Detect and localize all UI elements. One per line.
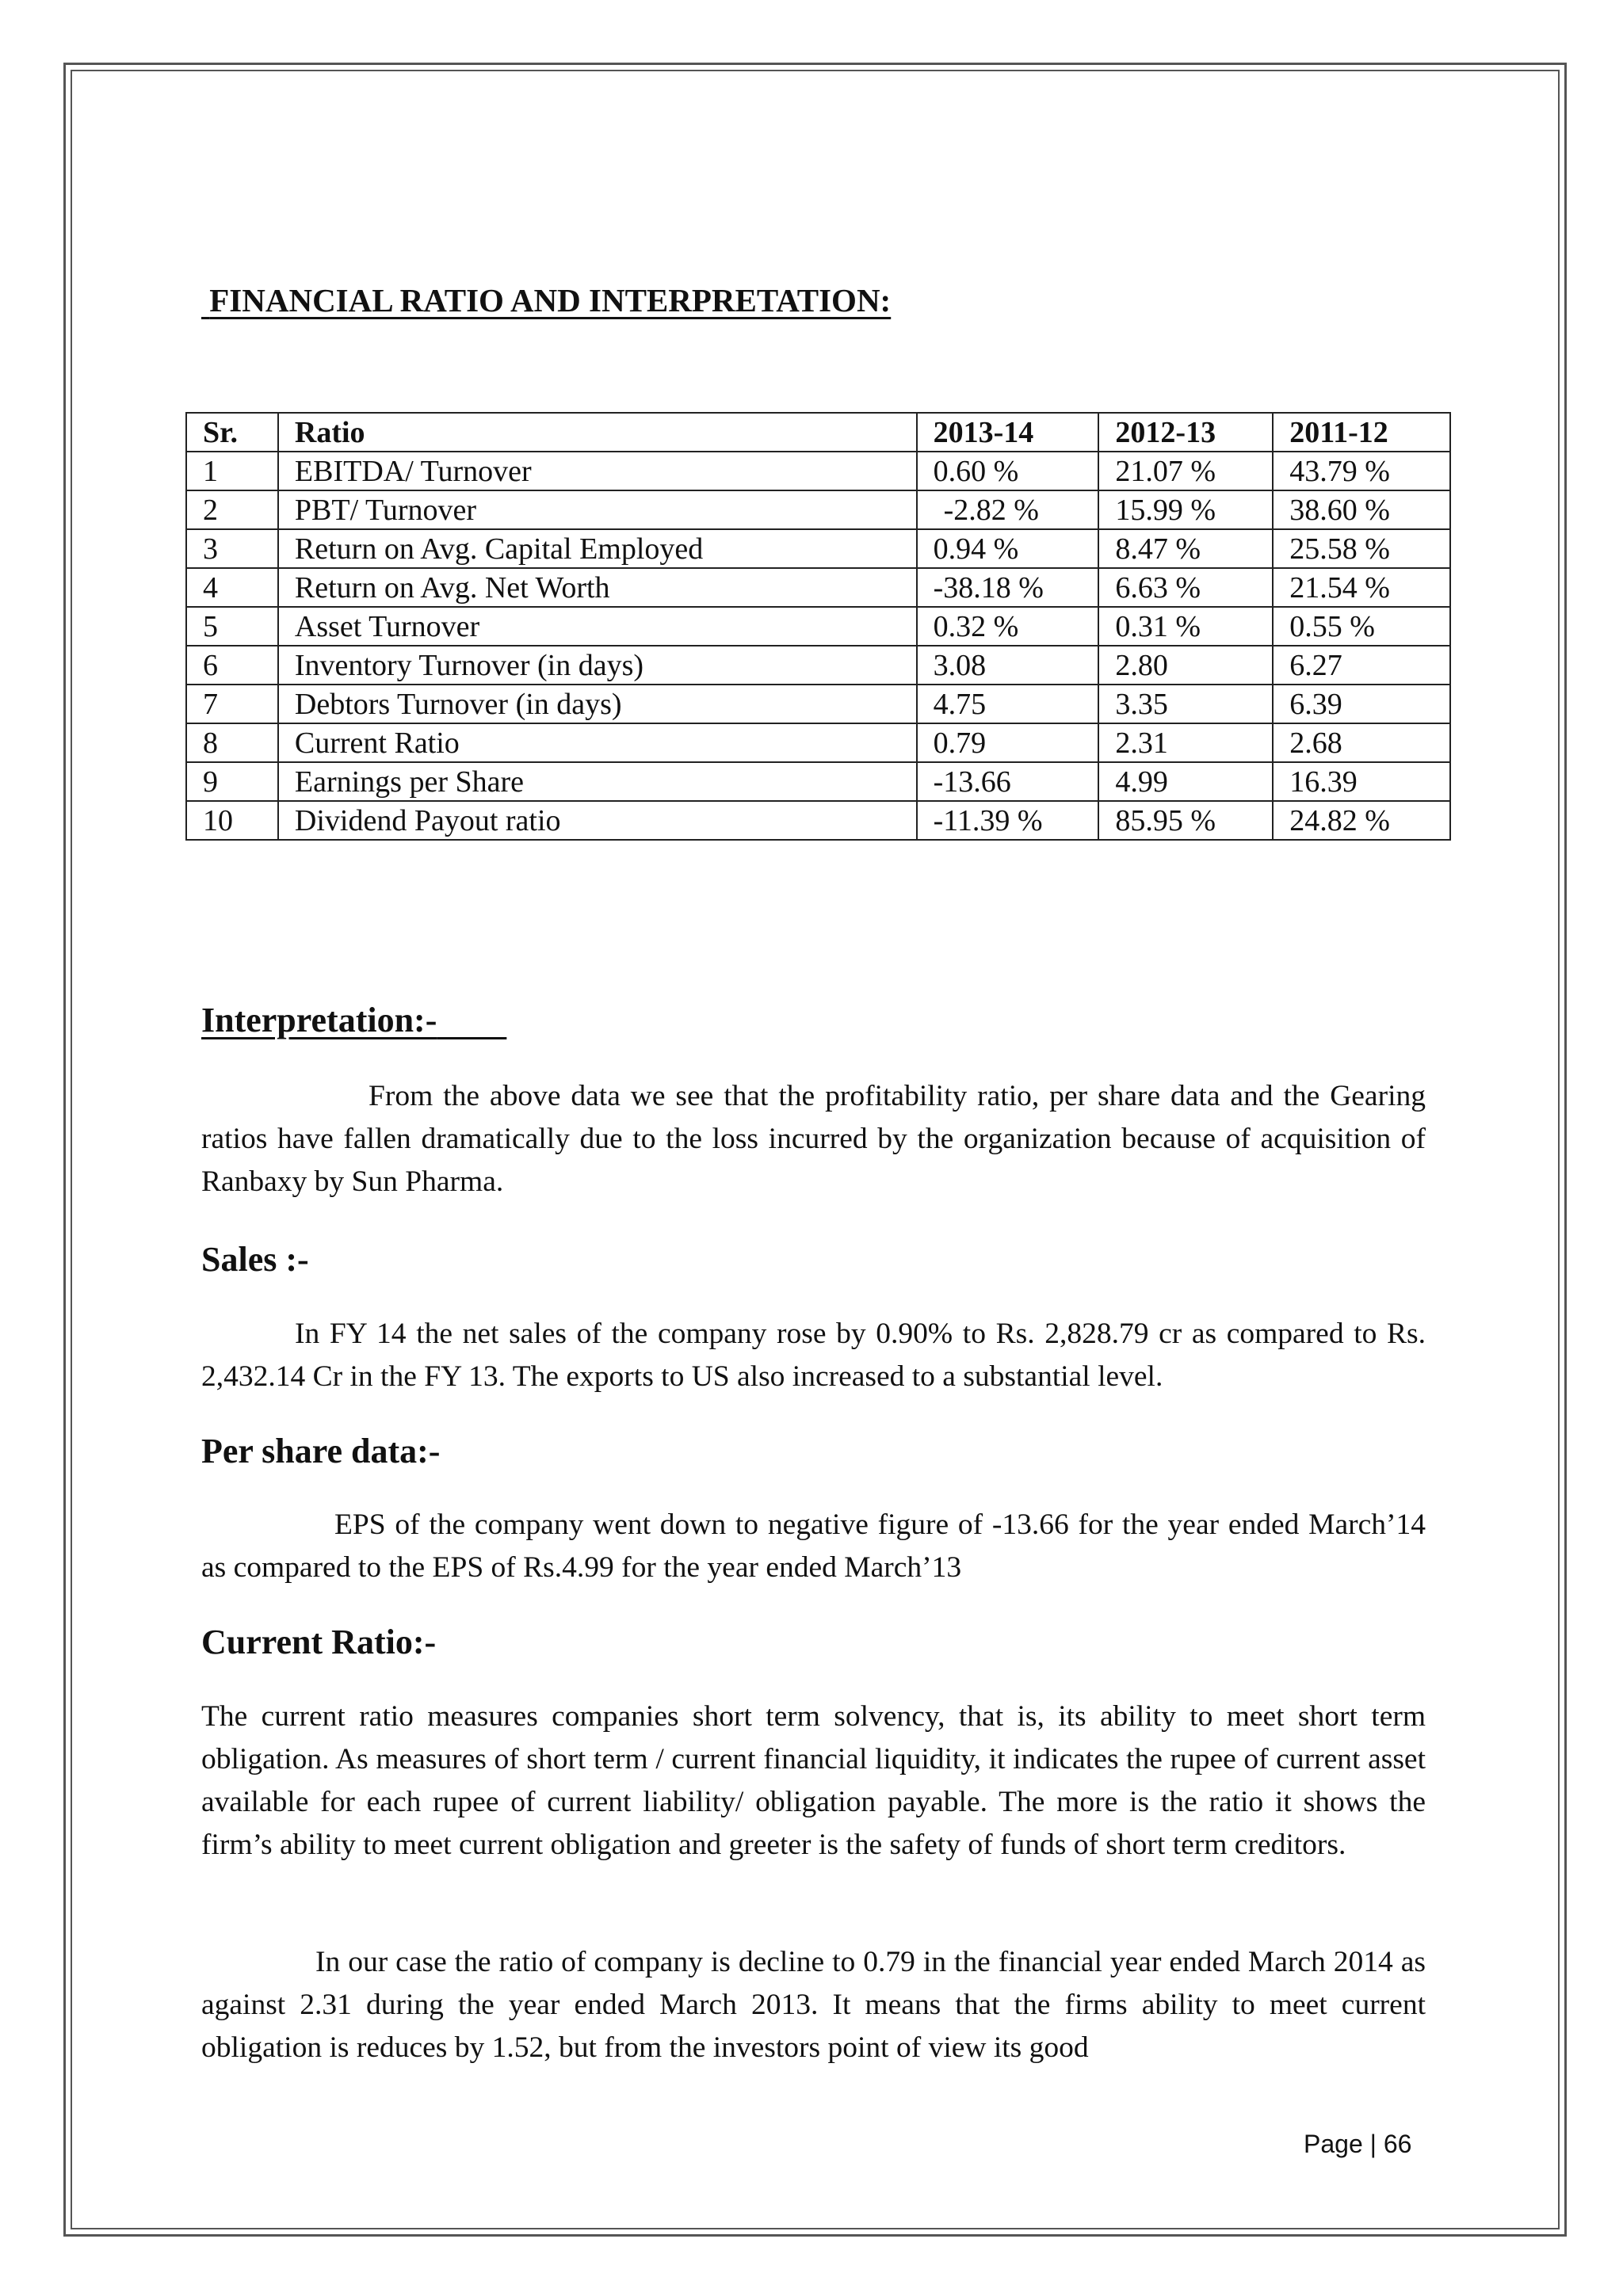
cell-sr: 2	[186, 490, 278, 529]
cell-2011-12: 25.58 %	[1273, 529, 1450, 568]
cell-2012-13: 8.47 %	[1098, 529, 1273, 568]
header-2011-12: 2011-12	[1273, 413, 1450, 452]
cell-2012-13: 2.31	[1098, 723, 1273, 762]
cell-2011-12: 0.55 %	[1273, 607, 1450, 646]
cell-2012-13: 15.99 %	[1098, 490, 1273, 529]
cell-sr: 7	[186, 685, 278, 723]
cell-2013-14: 3.08	[917, 646, 1099, 685]
cell-ratio: Inventory Turnover (in days)	[278, 646, 917, 685]
current-ratio-paragraph-2: In our case the ratio of company is decline to 0.79 in the financial year ended March 2014 as against 2.31 during the year ended March 2013. It means that the firms ability to meet current obligation is reduces by 1.52, but from the investors point of view its good	[201, 1946, 1426, 2064]
cell-2011-12: 6.39	[1273, 685, 1450, 723]
table-row	[186, 529, 1450, 568]
header-sr: Sr.	[186, 413, 278, 452]
cell-2013-14: 0.79	[917, 723, 1099, 762]
cell-ratio: Earnings per Share	[278, 762, 917, 801]
table-row	[186, 568, 1450, 607]
page-number: Page | 66	[1304, 2130, 1412, 2158]
interpretation-heading: Interpretation:-	[201, 1001, 437, 1039]
cell-2011-12: 21.54 %	[1273, 568, 1450, 607]
cell-2011-12: 2.68	[1273, 723, 1450, 762]
header-2012-13: 2012-13	[1098, 413, 1273, 452]
per-share-heading: Per share data:-	[201, 1432, 441, 1470]
cell-2012-13: 3.35	[1098, 685, 1273, 723]
header-ratio: Ratio	[278, 413, 917, 452]
cell-2013-14: 0.60 %	[917, 452, 1099, 490]
cell-2013-14: -2.82 %	[917, 490, 1099, 529]
sales-heading: Sales :-	[201, 1240, 309, 1279]
table-row	[186, 723, 1450, 762]
cell-ratio: PBT/ Turnover	[278, 490, 917, 529]
table-row	[186, 607, 1450, 646]
cell-2013-14: 4.75	[917, 685, 1099, 723]
cell-2011-12: 43.79 %	[1273, 452, 1450, 490]
table-row	[186, 685, 1450, 723]
cell-sr: 4	[186, 568, 278, 607]
table-row	[186, 490, 1450, 529]
cell-2013-14: 0.94 %	[917, 529, 1099, 568]
cell-ratio: Dividend Payout ratio	[278, 801, 917, 840]
cell-2013-14: -11.39 %	[917, 801, 1099, 840]
cell-2012-13: 2.80	[1098, 646, 1273, 685]
cell-ratio: Return on Avg. Capital Employed	[278, 529, 917, 568]
cell-sr: 3	[186, 529, 278, 568]
cell-2013-14: 0.32 %	[917, 607, 1099, 646]
cell-2012-13: 0.31 %	[1098, 607, 1273, 646]
cell-2013-14: -38.18 %	[917, 568, 1099, 607]
cell-2011-12: 24.82 %	[1273, 801, 1450, 840]
cell-ratio: EBITDA/ Turnover	[278, 452, 917, 490]
cell-2011-12: 38.60 %	[1273, 490, 1450, 529]
current-ratio-heading: Current Ratio:-	[201, 1623, 437, 1661]
cell-2012-13: 4.99	[1098, 762, 1273, 801]
cell-2012-13: 6.63 %	[1098, 568, 1273, 607]
table-header-row	[186, 413, 1450, 452]
cell-ratio: Current Ratio	[278, 723, 917, 762]
table-row	[186, 646, 1450, 685]
page-title: FINANCIAL RATIO AND INTERPRETATION:	[209, 282, 892, 318]
sales-paragraph: In FY 14 the net sales of the company rose by 0.90% to Rs. 2,828.79 cr as compared to Rs. 2,432.14 Cr in the FY 13. The exports to US also increased to a substantial level.	[201, 1318, 1426, 1393]
cell-sr: 1	[186, 452, 278, 490]
cell-ratio: Debtors Turnover (in days)	[278, 685, 917, 723]
table-row	[186, 762, 1450, 801]
cell-ratio: Return on Avg. Net Worth	[278, 568, 917, 607]
cell-ratio: Asset Turnover	[278, 607, 917, 646]
table-row	[186, 801, 1450, 840]
cell-sr: 8	[186, 723, 278, 762]
cell-sr: 9	[186, 762, 278, 801]
interpretation-paragraph: From the above data we see that the profitability ratio, per share data and the Gearing ratios have fallen dramatically due to the loss incurred by the organization because of acquisition of Ranbaxy by Sun Pharma.	[201, 1080, 1426, 1198]
cell-2012-13: 21.07 %	[1098, 452, 1273, 490]
cell-2011-12: 16.39	[1273, 762, 1450, 801]
table-row	[186, 452, 1450, 490]
financial-ratio-table	[185, 412, 1451, 841]
cell-2013-14: -13.66	[917, 762, 1099, 801]
cell-2011-12: 6.27	[1273, 646, 1450, 685]
current-ratio-paragraph: The current ratio measures companies short term solvency, that is, its ability to meet short term obligation. As measures of short term / current financial liquidity, it indicates the rupee of current asset available for each rupee of current liability/ obligation payable. The more is the ratio it shows the firm’s ability to meet current obligation and greeter is the safety of funds of short term creditors.	[201, 1700, 1426, 1861]
cell-2012-13: 85.95 %	[1098, 801, 1273, 840]
cell-sr: 10	[186, 801, 278, 840]
cell-sr: 5	[186, 607, 278, 646]
header-2013-14: 2013-14	[917, 413, 1099, 452]
per-share-paragraph: EPS of the company went down to negative figure of -13.66 for the year ended March’14 as compared to the EPS of Rs.4.99 for the year ended March’13	[201, 1508, 1426, 1584]
cell-sr: 6	[186, 646, 278, 685]
